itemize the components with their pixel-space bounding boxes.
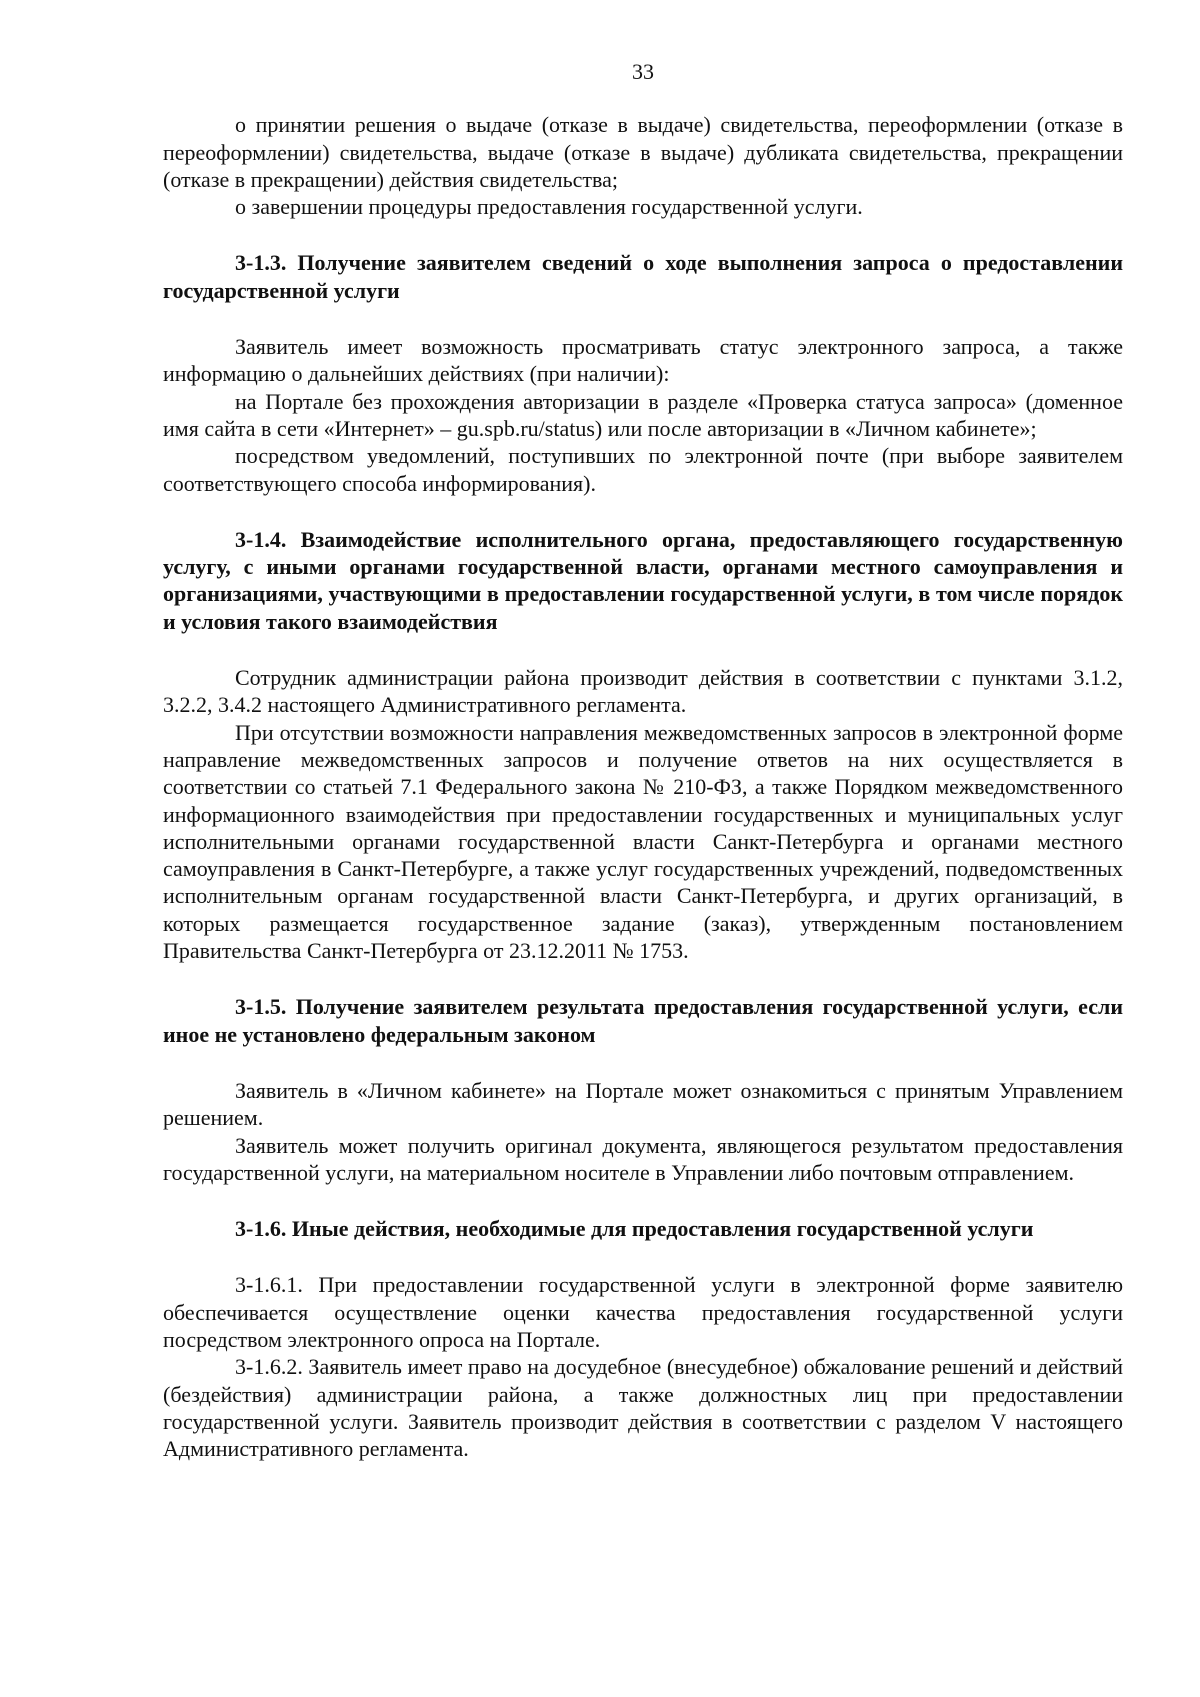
section-heading-3-1-6: 3-1.6. Иные действия, необходимые для предоставления государственной услуги [235,1216,1034,1242]
section-3-1-6-paragraph-2: 3-1.6.2. Заявитель имеет право на досудебное (внесудебное) обжалование решений и действий (бездействия) администрации района, а также должностных лиц при предоставлении государственной услуги. Заявитель производит действия в соответствии с разделом V настоящего Административного регламента. [163,1354,1123,1462]
section-3-1-3-paragraph-2: на Портале без прохождения авторизации в разделе «Проверка статуса запроса» (доменное имя сайта в сети «Интернет» – gu.spb.ru/status) или после авторизации в «Личном кабинете»; [163,388,1123,441]
section-3-1-6-paragraph-1: 3-1.6.1. При предоставлении государственной услуги в электронной форме заявителю обеспечивается осуществление оценки качества предоставления государственной услуги посредством электронного опроса на Портале. [163,1272,1123,1352]
section-3-1-5-paragraph-2: Заявитель может получить оригинал документа, являющегося результатом предоставления государственной услуги, на материальном носителе в Управлении либо почтовым отправлением. [163,1132,1123,1185]
section-3-1-3-paragraph-1: Заявитель имеет возможность просматривать статус электронного запроса, а также информацию о дальнейших действиях (при наличии): [163,334,1123,387]
section-3-1-5-paragraph-1: Заявитель в «Личном кабинете» на Портале может ознакомиться с принятым Управлением решением. [163,1077,1123,1131]
intro-paragraph-2: о завершении процедуры предоставления государственной услуги. [235,194,863,220]
section-heading-3-1-3: 3-1.3. Получение заявителем сведений о ходе выполнения запроса о предоставлении государственной услуги [163,250,1123,303]
section-heading-3-1-5: 3-1.5. Получение заявителем результата предоставления государственной услуги, если иное не установлено федеральным законом [163,994,1123,1047]
page-number: 33 [632,59,654,84]
section-heading-3-1-4: 3-1.4. Взаимодействие исполнительного органа, предоставляющего государственную услугу, с иными органами государственной власти, органами местного самоуправления и организациями, участвующими в предоставлении государственной услуги, в том числе порядок и условия такого взаимодействия [163,526,1123,634]
intro-paragraph-1: о принятии решения о выдаче (отказе в выдаче) свидетельства, переоформлении (отказе в переоформлении) свидетельства, выдаче (отказе в выдаче) дубликата свидетельства, прекращении (отказе в прекращении) действия свидетельства; [163,112,1123,192]
document-page [163,58,1123,1462]
section-3-1-4-paragraph-1: Сотрудник администрации района производит действия в соответствии с пунктами 3.1.2, 3.2.2, 3.4.2 настоящего Административного регламента. [163,665,1123,718]
section-3-1-4-paragraph-2: При отсутствии возможности направления межведомственных запросов в электронной форме направление межведомственных запросов и получение ответов на них осуществляется в соответствии со статьей 7.1 Федерального закона № 210-ФЗ, а также Порядком межведомственного информационного взаимодействия при предоставлении государственных и муниципальных услуг исполнительными органами государственной власти Санкт-Петербурга и органами местного самоуправления в Санкт-Петербурге, а также услуг государственных учреждений, подведомственных исполнительным органам государственной власти Санкт-Петербурга, и других организаций, в которых размещается государственное задание (заказ), утвержденным постановлением Правительства Санкт-Петербурга от 23.12.2011 № 1753. [163,719,1123,964]
section-3-1-3-paragraph-3: посредством уведомлений, поступивших по электронной почте (при выборе заявителем соответствующего способа информирования). [163,443,1123,496]
